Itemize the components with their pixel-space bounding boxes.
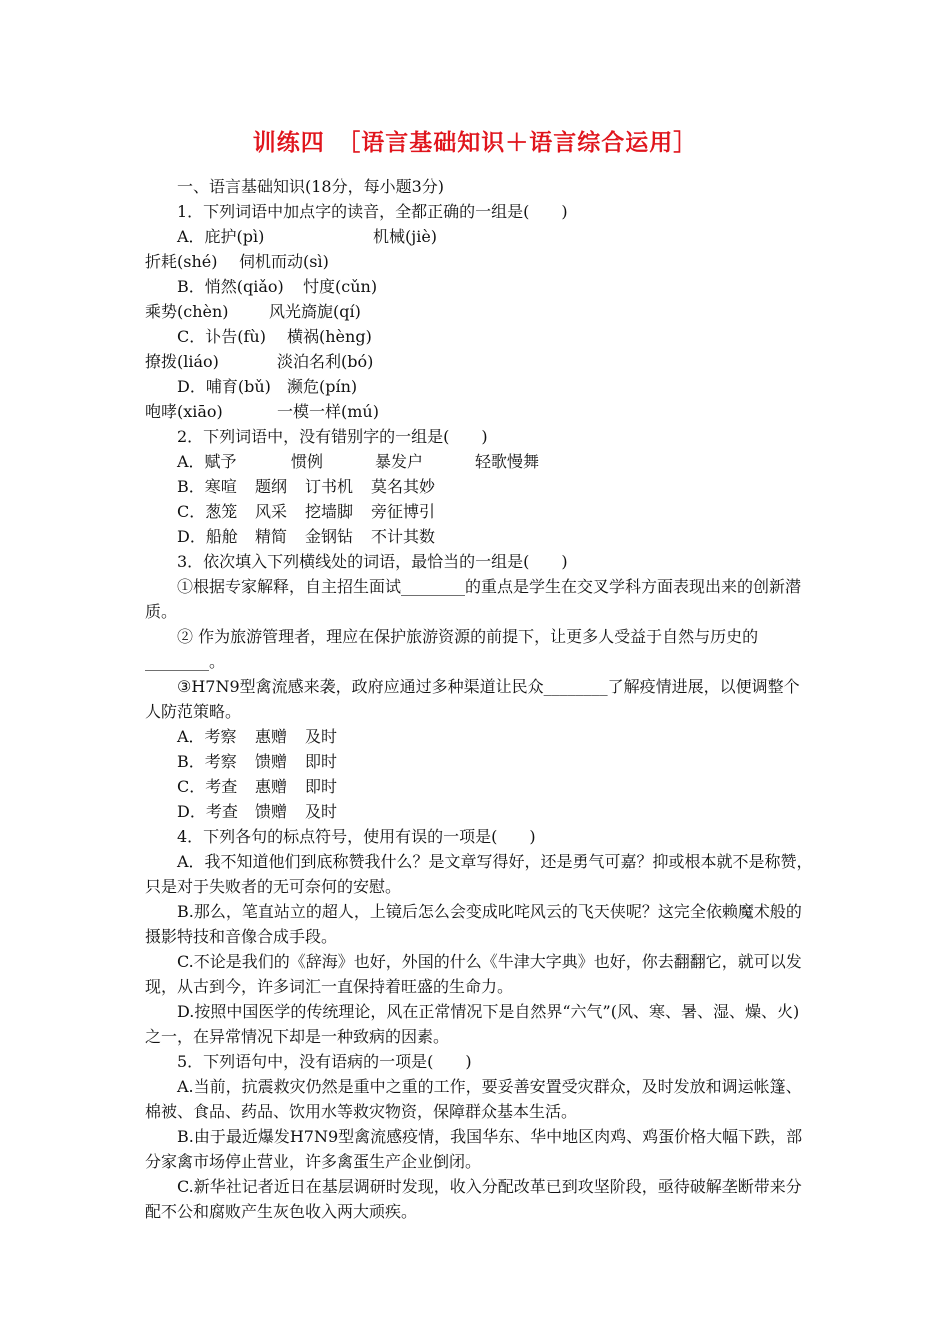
q5-option-b: B.由于最近爆发H7N9型禽流感疫情，我国华东、华中地区肉鸡、鸡蛋价格大幅下跌，部分家禽市场停止营业，许多禽蛋生产企业倒闭。 [145,1127,803,1171]
q2-word: 挖墙脚 [305,502,354,521]
q3-option-b [145,749,813,774]
question-5-stem: 5．下列语句中，没有语病的一项是( ) [177,1052,472,1071]
q1-word: 咆哮(xiāo) [145,402,223,421]
q3-word: 即时 [305,777,338,796]
q3-sentence-1: ①根据专家解释，自主招生面试________的重点是学生在交叉学科方面表现出来的创新潜质。 [145,577,802,621]
q1-line-8 [145,399,813,424]
question-1-stem: 1．下列词语中加点字的读音，全都正确的一组是( ) [177,202,568,221]
q1-word: 折耗(shé) [145,252,218,271]
q3-word: 及时 [305,802,338,821]
page-title: 训练四 ［语言基础知识＋语言综合运用］ [252,130,698,156]
q2-word: 暴发户 [375,452,424,471]
q2-word: 不计其数 [371,527,436,546]
q3-word: B．考察 [177,752,237,771]
q2-word: C．葱笼 [177,502,238,521]
q3-word: 馈赠 [255,802,288,821]
q3-word: 及时 [305,727,338,746]
q3-option-c [145,774,813,799]
q2-word: 金钢钻 [305,527,354,546]
section-heading: 一、语言基础知识(18分，每小题3分) [177,177,445,196]
q4-option-d: D.按照中国医学的传统理论，风在正常情况下是自然界“六气”(风、寒、暑、湿、燥、火)之一，在异常情况下却是一种致病的因素。 [145,1002,800,1046]
q3-option-a [145,724,813,749]
q2-word: 莫名其妙 [371,477,436,496]
q1-word: 风光旖旎(qí) [269,302,361,321]
q3-word: A．考察 [177,727,237,746]
q2-word: 惯例 [291,452,324,471]
q3-word: C．考查 [177,777,238,796]
q1-line-3 [145,274,813,299]
q2-word: 轻歌慢舞 [475,452,540,471]
q3-word: 惠赠 [255,777,288,796]
q1-line-6 [145,349,813,374]
q1-word: A．庇护(pì) [177,227,265,246]
question-2-stem: 2．下列词语中，没有错别字的一组是( ) [177,427,488,446]
q3-word: 馈赠 [255,752,288,771]
q2-word: 订书机 [305,477,354,496]
q1-word: 濒危(pín) [287,377,358,396]
q3-sentence-3: ③H7N9型禽流感来袭，政府应通过多种渠道让民众________了解疫情进展，以便调整个人防范策略。 [145,677,800,721]
q4-option-b: B.那么，笔直站立的超人，上镜后怎么会变成叱咤风云的飞天侠呢？这完全依赖魔术般的摄影特技和音像合成手段。 [145,902,802,946]
q2-word: A．赋予 [177,452,237,471]
q2-option-a [145,449,813,474]
q2-option-b [145,474,813,499]
q2-word: 旁征博引 [371,502,436,521]
q2-word: 风采 [255,502,288,521]
q5-option-c: C.新华社记者近日在基层调研时发现，收入分配改革已到攻坚阶段，亟待破解垄断带来分配不公和腐败产生灰色收入两大顽疾。 [145,1177,802,1221]
q1-word: 忖度(cǔn) [303,277,378,296]
q2-word: 精简 [255,527,288,546]
q1-word: 撩拨(liáo) [145,352,219,371]
q3-word: 即时 [305,752,338,771]
q2-word: 题纲 [255,477,288,496]
q1-word: B．悄然(qiǎo) [177,277,284,296]
q2-word: D．船舱 [177,527,238,546]
q4-option-a: A．我不知道他们到底称赞我什么？是文章写得好，还是勇气可嘉？抑或根本就不是称赞，只是对于失败者的无可奈何的安慰。 [145,852,813,896]
question-3-stem: 3．依次填入下列横线处的词语，最恰当的一组是( ) [177,552,568,571]
q1-line-4 [145,299,813,324]
q2-word: B．寒喧 [177,477,237,496]
q3-sentence-2: ② 作为旅游管理者，理应在保护旅游资源的前提下，让更多人受益于自然与历史的________。 [145,627,759,671]
q5-option-a: A.当前，抗震救灾仍然是重中之重的工作，要妥善安置受灾群众，及时发放和调运帐篷、棉被、食品、药品、饮用水等救灾物资，保障群众基本生活。 [145,1077,802,1121]
q1-word: 横祸(hèng) [287,327,372,346]
q3-word: D．考查 [177,802,238,821]
q1-word: 一模一样(mú) [277,402,379,421]
question-4-stem: 4．下列各句的标点符号，使用有误的一项是( ) [177,827,536,846]
q1-word: 伺机而动(sì) [239,252,329,271]
q2-option-d [145,524,813,549]
q1-word: D．哺育(bǔ) [177,377,271,396]
q2-option-c [145,499,813,524]
q4-option-c: C.不论是我们的《辞海》也好，外国的什么《牛津大字典》也好，你去翻翻它，就可以发现，从古到今，许多词汇一直保持着旺盛的生命力。 [145,952,802,996]
q1-line-2 [145,249,813,274]
q3-option-d [145,799,813,824]
q3-word: 惠赠 [255,727,288,746]
q1-word: 机械(jiè) [373,227,438,246]
q1-line-5 [145,324,813,349]
exercise-body [145,174,813,1224]
q1-line-1 [145,224,813,249]
q1-word: C．讣告(fù) [177,327,266,346]
q1-word: 淡泊名利(bó) [277,352,374,371]
q1-line-7 [145,374,813,399]
q1-word: 乘势(chèn) [145,302,229,321]
